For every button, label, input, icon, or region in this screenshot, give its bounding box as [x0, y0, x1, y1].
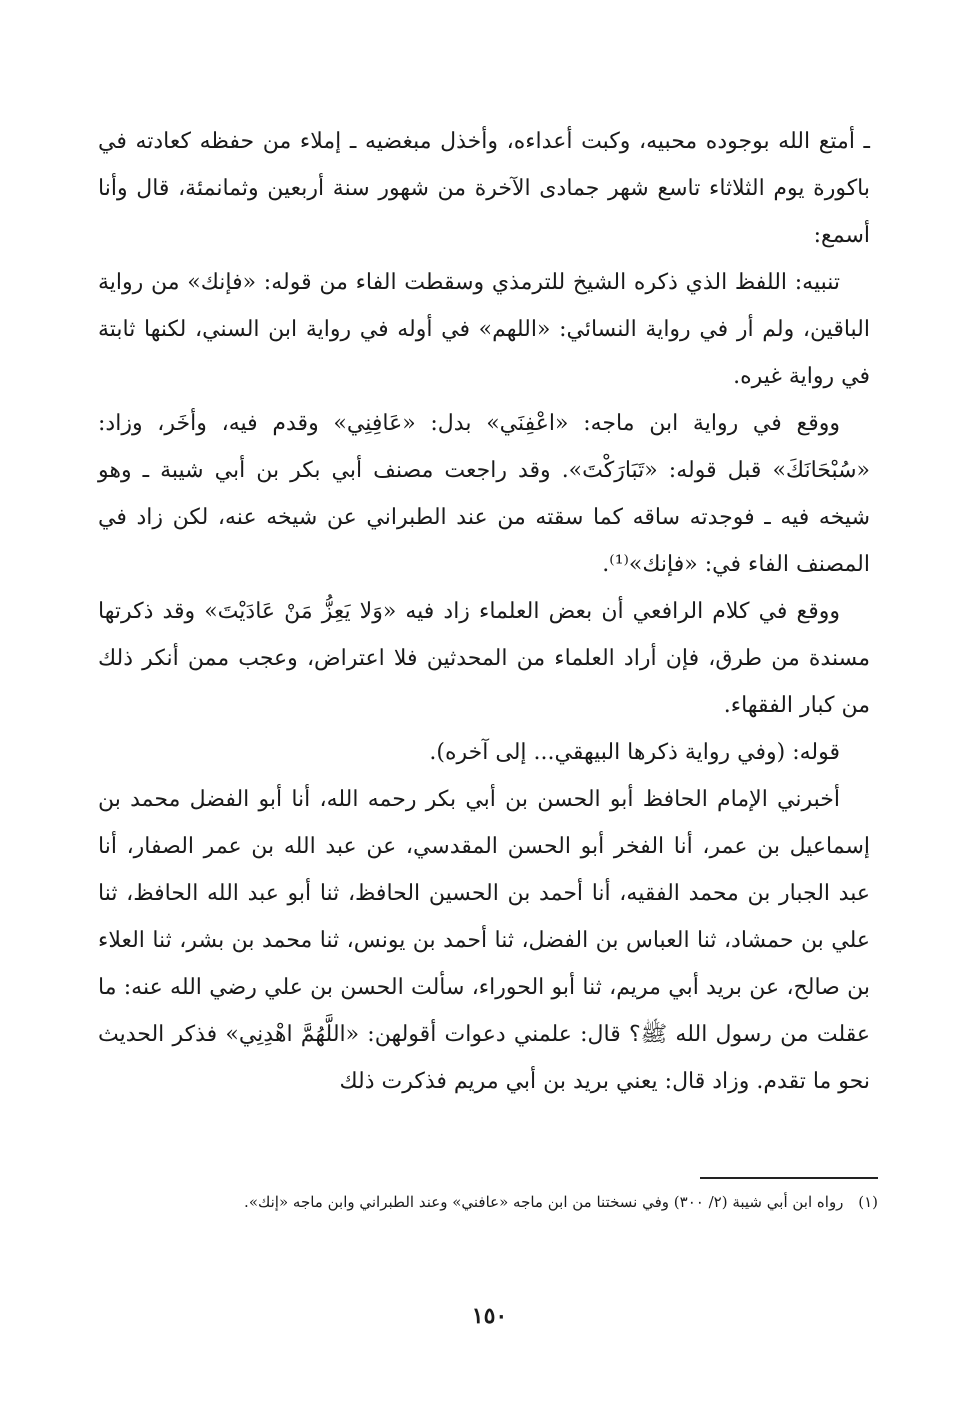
paragraph-note: تنبيه: اللفظ الذي ذكره الشيخ للترمذي وسقطت الفاء من قوله: «فإنك» من رواية الباقين، ولم أر في رواية النسائي: «اللهم» في أوله في رواية ابن السني، لكنها ثابتة في رواية غيره.	[98, 270, 870, 389]
footnote	[100, 1186, 878, 1218]
paragraph-ibn-majah: ووقع في رواية ابن ماجه: «اعْفِنَي» بدل: «عَافِنِي» وقدم فيه، وأخَر، وزاد: «سُبْحَانَكَ» قبل قوله: «تَبَارَكْتَ». وقد راجعت مصنف أبي بكر بن أبي شيبة ـ وهو شيخه فيه ـ فوجدته ساقه كما سقته من عند الطبراني عن شيخه عنه، لكن زاد في المصنف الفاء في: «فإنك»⁽¹⁾.	[98, 411, 871, 577]
footnote-separator	[700, 1177, 878, 1179]
footnote-number: (١)	[858, 1193, 878, 1211]
paragraph-rafii: ووقع في كلام الرافعي أن بعض العلماء زاد فيه «وَلا يَعِزُّ مَنْ عَادَيْتَ» وقد ذكرتها مسندة من طرق، فإن أراد العلماء من المحدثين فلا اعتراض، وعجب ممن أنكر ذلك من كبار الفقهاء.	[98, 599, 871, 718]
page-number: ١٥٠	[471, 1303, 508, 1329]
footnote-text: رواه ابن أبي شيبة (٢/ ٣٠٠) وفي نسختنا من ابن ماجه «عافني» وعند الطبراني وابن ماجه «إنك».	[244, 1193, 844, 1211]
main-text	[98, 118, 870, 1105]
paragraph-isnad: أخبرني الإمام الحافظ أبو الحسن بن أبي بكر رحمه الله، أنا أبو الفضل محمد بن إسماعيل بن عمر، أنا الفخر أبو الحسن المقدسي، عن عبد الله بن عمر الصفار، أنا عبد الجبار بن محمد الفقيه، أنا أحمد بن الحسين الحافظ، ثنا أبو عبد الله الحافظ، ثنا علي بن حمشاد، ثنا العباس بن الفضل، ثنا أحمد بن يونس، ثنا محمد بن بشر، ثنا العلاء بن صالح، عن بريد أبي مريم، ثنا أبو الحوراء، سألت الحسن بن علي رضي الله عنه: ما عقلت من رسول الله ﷺ؟ قال: علمني دعوات أقولهن: «اللَّهُمَّ اهْدِنِي» فذكر الحديث نحو ما تقدم. وزاد قال: يعني بريد بن أبي مريم فذكرت ذلك	[98, 787, 870, 1094]
paragraph-quote: قوله: (وفي رواية ذكرها البيهقي... إلى آخره).	[429, 740, 840, 765]
paragraph-dictation: ـ أمتع الله بوجوده محبيه، وكبت أعداءه، وأخذل مبغضيه ـ إملاء من حفظه كعادته في باكورة يوم الثلاثاء تاسع شهر جمادى الآخرة من شهور سنة أربعين وثمانمئة، قال وأنا أسمع:	[98, 129, 870, 248]
